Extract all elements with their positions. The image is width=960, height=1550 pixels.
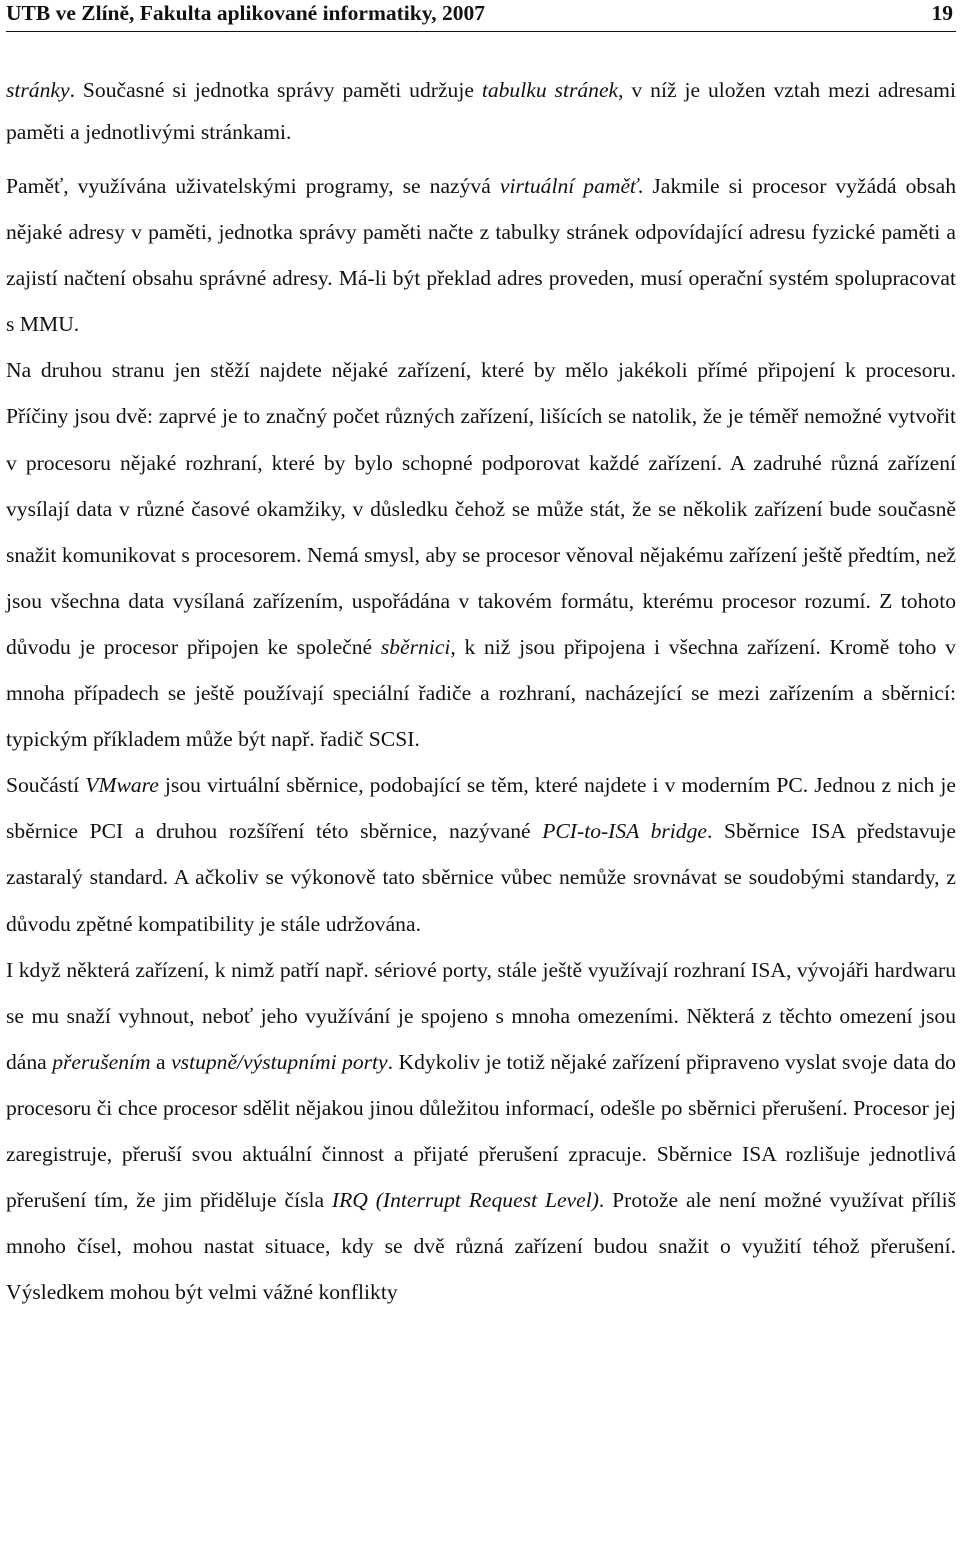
italic-term: tabulku stránek [481, 78, 619, 102]
italic-term: sběrnici [380, 634, 451, 659]
text-run: jsou virtuální sběrnice, podobající se těm, které najdete i v moderním PC. Jednou z nich je sběrnice PCI a druhou rozšíření této sběrnice, nazývané [6, 773, 956, 844]
text-run: . Jakmile si procesor vyžádá obsah nějaké adresy v paměti, jednotka správy paměti načte z tabulky stránek odpovídající adresu fyzické paměti a zajistí načtení obsahu správné adresy. Má-li být překlad adres proveden, musí operační systém spolupracovat s MMU. [6, 174, 957, 337]
page-number: 19 [931, 1, 953, 25]
body-text [6, 69, 956, 1315]
page-header [6, 0, 956, 32]
italic-term: přerušením [52, 1049, 151, 1074]
text-run: . Sběrnice ISA představuje zastaralý standard. A ačkoliv se výkonově tato sběrnice vůbec nemůže srovnávat se soudobými standardy, z důvodu zpětné kompatibility je stále udržována. [6, 819, 957, 936]
text-run: . Kdykoliv je totiž nějaké zařízení připraveno vyslat svoje data do procesoru či chce procesor sdělit nějakou jinou důležitou informací, odešle po sběrnici přerušení. Procesor jej zaregistruje, přeruší svou aktuální činnost a přijaté přerušení zpracuje. Sběrnice ISA rozlišuje jednotlivá přerušení tím, že jim přiděluje čísla [6, 1049, 956, 1213]
text-run: , k niž jsou připojena i všechna zařízení. Kromě toho v mnoha případech se ještě používají speciální řadiče a rozhraní, nacházející se mezi zařízením a sběrnicí: typickým příkladem může být např. řadič SCSI. [6, 634, 956, 752]
paragraph [6, 69, 956, 153]
italic-term: virtuální paměť [499, 174, 638, 198]
italic-term: vstupně/výstupními porty [171, 1049, 388, 1074]
text-run: Na druhou stranu jen stěží najdete nějaké zařízení, které by mělo jakékoli přímé připojení k procesoru. Příčiny jsou dvě: zaprvé je to značný počet různých zařízení, lišících se natolik, že je téměř nemožné vytvořit v procesoru nějaké rozhraní, které by bylo schopné podporovat každé zařízení. A zadruhé různá zařízení vysílají data v různé časové okamžiky, v důsledku čehož se může stát, že se několik zařízení bude současně snažit komunikovat s procesorem. Nemá smysl, aby se procesor věnoval nějakému zařízení ještě předtím, než jsou všechna data vysílaná zařízením, uspořádána v takovém formátu, kterému procesor rozumí. Z tohoto důvodu je procesor připojen ke společné [6, 358, 956, 659]
paragraph [6, 947, 956, 1316]
italic-term: stránky [6, 78, 70, 102]
text-run: Paměť, využívána uživatelskými programy, se nazývá [6, 174, 500, 198]
paragraph [6, 762, 956, 946]
text-run: . Protože ale není možné využívat příliš mnoho čísel, mohou nastat situace, kdy se dvě různá zařízení budou snažit o využití téhož přerušení. Výsledkem mohou být velmi vážné konflikty [6, 1188, 956, 1305]
text-run: a [150, 1049, 172, 1074]
text-run: . Současné si jednotka správy paměti udržuje [69, 78, 482, 102]
header-title: UTB ve Zlíně, Fakulta aplikované informatiky, 2007 [6, 1, 486, 25]
text-run: I když některá zařízení, k nimž patří např. sériové porty, stále ještě využívají rozhraní ISA, vývojáři hardwaru se mu snaží vyhnout, neboť jeho využívání je spojeno s mnoha omezeními. Některá z těchto omezení jsou dána [6, 957, 956, 1074]
italic-term: IRQ (Interrupt Request Level) [331, 1188, 599, 1213]
paragraph [6, 163, 956, 347]
italic-term: PCI-to-ISA bridge [542, 819, 707, 844]
italic-term: VMware [85, 773, 159, 798]
text-run: Součástí [6, 773, 86, 798]
text-run: , v níž je uložen vztah mezi adresami paměti a jednotlivými stránkami. [6, 78, 956, 144]
paragraph [6, 347, 956, 762]
